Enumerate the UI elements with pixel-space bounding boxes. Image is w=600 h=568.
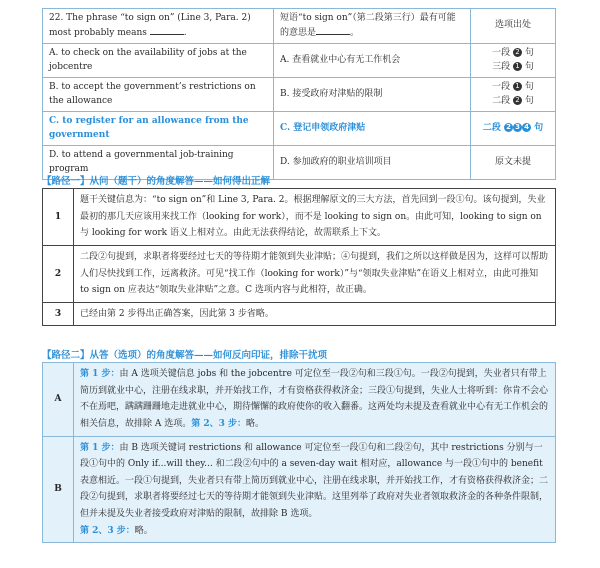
path2-option-row [43,363,556,437]
option-label: A [43,363,74,437]
option-source [471,44,556,78]
sentence-number-badge: 3 [513,123,522,132]
option-source [471,78,556,112]
source-para: 二段 [492,95,511,106]
step-number: 3 [43,302,74,326]
option-cn: D. 参加政府的职业培训项目 [274,146,471,180]
question-stem-cn [274,9,471,44]
source-unit: 句 [524,48,534,58]
option-cn: C. 登记申领政府津贴 [274,112,471,146]
sentence-number-badge: 2 [504,123,513,132]
path2-table [42,362,556,543]
question-table [42,8,556,180]
option-cn: A. 查看就业中心有无工作机会 [274,44,471,78]
sentence-number-badge: 4 [522,123,531,132]
source-unit: 句 [524,61,534,72]
path1-step-row [43,302,556,326]
option-en: B. to accept the government’s restrictions on the allowance [43,78,274,112]
question-stem-cn-end: 。 [350,27,360,38]
source-para: 一段 [492,48,511,58]
question-stem-cn-text: 短语“to sign on”（第二段第三行）最有可能的意思是 [280,13,456,38]
step-label: 第 2、3 步： [191,418,247,429]
source-para: 二段 [482,122,501,133]
option-source: 原文未提 [471,146,556,180]
option-analysis [74,436,556,543]
step-text: 由 A 选项关键信息 jobs 和 the jobcentre 可定位至一段②句和三段①句。一段②句提到，失业者只有带上简历到就业中心，注册在线求职，并开始找工作，才有资格获得救济金；三段①句提到，失业人士将听到：你肯不会心不在焉吧，蹒蹒跚跚地走进就业中心，期待懈懈的政府使你的收入翻番。这两处均未提及查看就业中心有无工作机会的相关信息，故排除 A 选项。 [80,369,549,429]
step-text: 略。 [134,525,153,536]
question-stem-en-end: . [183,27,187,38]
path1-step-row [43,189,556,246]
option-row-b [43,78,556,112]
option-row-a [43,44,556,78]
step-text: 略。 [246,418,265,429]
step-text: 题干关键信息为：“to sign on”和 Line 3, Para. 2。根据理解原文的三大方法，首先回到一段①句。该句提到，失业最初的那几天应该用来找工作（looking for work），而不是 looking to sign on。由此可知，looking to sign on 与 looking for work 语义上相对立。由此无法获得结论，故需联系上下文。 [74,189,556,246]
option-en: D. to attend a governmental job-training program [43,146,274,180]
answer-blank-cn [316,26,350,35]
step-text: 二段②句提到，求职者将要经过七天的等待期才能领到失业津贴；④句提到，我们之所以这样做是因为，这样可以帮助人们尽快找到工作，远离救济。可见“找工作（looking for work）”与“领取失业津贴”在语义上相对立，由此可推知 to sign on 应表达“领取失业津贴”之意。C 选项内容与此相符，故正确。 [74,245,556,302]
source-unit: 句 [524,95,534,106]
step-number: 1 [43,189,74,246]
source-unit: 句 [534,122,544,133]
sentence-number-badge: 1 [513,82,522,91]
step-label: 第 2、3 步： [80,525,135,536]
step-text: 已经由第 2 步得出正确答案，因此第 3 步省略。 [74,302,556,326]
option-en: C. to register for an allowance from the government [43,112,274,146]
option-label: B [43,436,74,543]
sentence-number-badge: 1 [513,62,522,71]
question-stem-en [43,9,274,44]
question-stem-en-text: 22. The phrase “to sign on” (Line 3, Para. 2) most probably means [49,13,251,38]
source-header: 选项出处 [471,9,556,44]
step-label: 第 1 步： [80,442,120,453]
option-en: A. to check on the availability of jobs at the jobcentre [43,44,274,78]
sentence-number-badge: 2 [513,48,522,57]
source-para: 三段 [492,61,511,72]
option-analysis [74,363,556,437]
option-cn: B. 接受政府对津贴的限制 [274,78,471,112]
question-header-row [43,9,556,44]
path1-heading: 【路径一】从问（题干）的角度解答——如何得出正解 [42,176,271,187]
path2-heading: 【路径二】从答（选项）的角度解答——如何反向印证，排除干扰项 [42,350,328,361]
option-row-c-correct [43,112,556,146]
path1-step-row [43,245,556,302]
step-number: 2 [43,245,74,302]
step-label: 第 1 步： [80,369,120,379]
answer-blank [150,26,184,35]
option-source [471,112,556,146]
source-para: 一段 [492,82,511,92]
sentence-number-badge: 2 [513,96,522,105]
path2-option-row [43,436,556,543]
path1-table [42,188,556,326]
step-text: 由 B 选项关键词 restrictions 和 allowance 可定位至一段①句和二段②句，其中 restrictions 分别与一段①句中的 Only if...will they... 和二段②句中的 a seven-day wait 相对应，allowance 与一段①句中的 benefit 表意相近。一段①句提到，失业者只有带上简历到就业中心，注册在线求职，并开始找工作，才有资格获得救济金；二段②句提到，求职者将要经过七天的等待期才能领到失业津贴。这里列举了政府对失业者领取救济金的各种条件限制，但并未提及失业者接受政府对津贴的限制，故排除 B 选项。 [80,442,549,520]
source-unit: 句 [524,82,534,92]
